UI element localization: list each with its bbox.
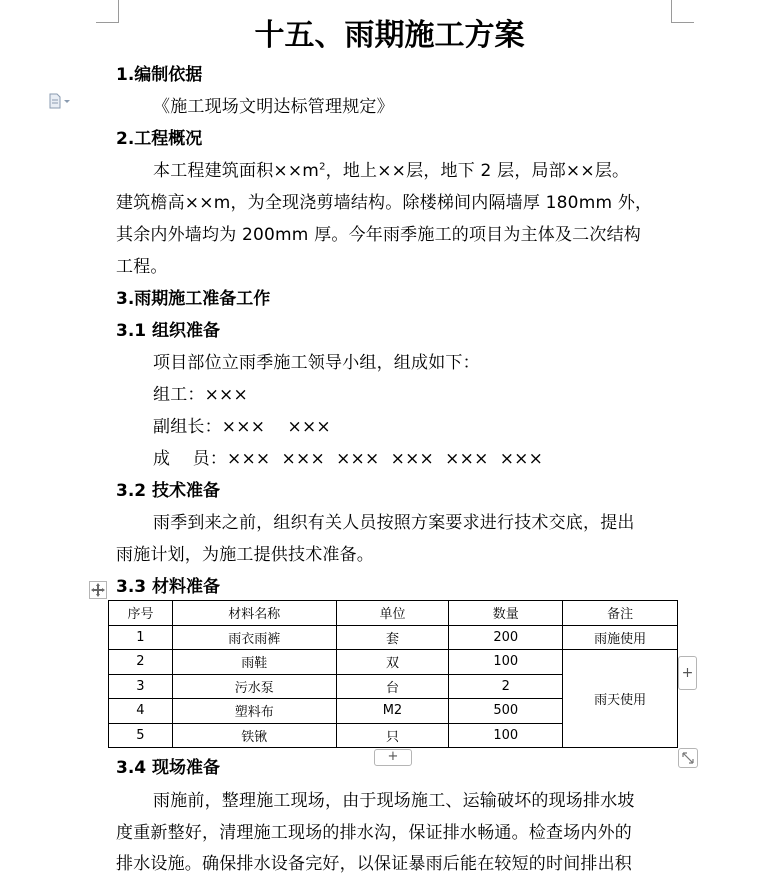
move-icon (90, 582, 106, 598)
table-cell[interactable]: 塑料布 (172, 699, 336, 724)
add-column-button[interactable]: + (678, 656, 697, 690)
section-2-line-2: 建筑檐高××m，为全现浇剪墙结构。除楼梯间内隔墙厚 180mm 外， (116, 193, 653, 213)
table-cell[interactable]: 污水泵 (172, 674, 336, 699)
section-2-heading: 2.工程概况 (116, 129, 203, 149)
table-cell[interactable]: 只 (336, 723, 449, 748)
table-cell[interactable]: 2 (109, 650, 173, 675)
table-cell[interactable]: 4 (109, 699, 173, 724)
resize-icon (679, 749, 697, 767)
table-header-cell[interactable]: 备注 (563, 601, 678, 626)
section-2-line-1: 本工程建筑面积$\times\times m^2$，地上××层，地下 2 层，局部××层。 (153, 161, 630, 181)
section-2-line-3: 其余内外墙均为 200mm 厚。今年雨季施工的项目为主体及二次结构 (116, 225, 641, 245)
table-cell[interactable]: 雨鞋 (172, 650, 336, 675)
table-header-row (109, 601, 678, 626)
section-3-1-deputy: 副组长：××× ××× (153, 417, 331, 437)
table-cell[interactable]: 铁锹 (172, 723, 336, 748)
table-cell[interactable]: 500 (449, 699, 563, 724)
section-3-1-intro: 项目部位立雨季施工领导小组，组成如下： (153, 353, 480, 373)
table-header-cell[interactable]: 材料名称 (172, 601, 336, 626)
section-3-2-line-1: 雨季到来之前，组织有关人员按照方案要求进行技术交底，提出 (153, 513, 635, 533)
table-cell[interactable]: 台 (336, 674, 449, 699)
table-row (109, 650, 678, 675)
table-row (109, 625, 678, 650)
section-3-1-heading: 3.1 组织准备 (116, 321, 221, 341)
table-move-handle[interactable] (89, 581, 107, 599)
section-3-4-heading: 3.4 现场准备 (116, 758, 221, 778)
table-cell[interactable]: 100 (449, 650, 563, 675)
section-2-line-4: 工程。 (116, 257, 168, 277)
add-row-button[interactable]: + (374, 749, 412, 766)
table-cell[interactable]: 双 (336, 650, 449, 675)
table-cell[interactable]: 雨施使用 (563, 625, 678, 650)
section-3-2-line-2: 雨施计划，为施工提供技术准备。 (116, 545, 374, 565)
table-cell[interactable]: 5 (109, 723, 173, 748)
section-3-4-line-3: 排水设施。确保排水设备完好，以保证暴雨后能在较短的时间排出积 (116, 854, 632, 874)
table-cell[interactable]: M2 (336, 699, 449, 724)
section-3-4-line-1: 雨施前，整理施工现场，由于现场施工、运输破坏的现场排水坡 (153, 791, 635, 811)
table-resize-handle[interactable] (678, 748, 698, 768)
section-3-1-members: 成 员：××× ××× ××× ××× ××× ××× (153, 449, 544, 469)
table-cell[interactable]: 2 (449, 674, 563, 699)
table-header-cell[interactable]: 单位 (336, 601, 449, 626)
table-cell[interactable]: 200 (449, 625, 563, 650)
section-3-4-line-2: 度重新整好，清理施工现场的排水沟，保证排水畅通。检查场内外的 (116, 823, 632, 843)
table-cell[interactable]: 套 (336, 625, 449, 650)
document-title: 十五、雨期施工方案 (254, 18, 525, 53)
table-cell[interactable]: 1 (109, 625, 173, 650)
section-3-1-leader: 组工：××× (153, 385, 248, 405)
section-3-3-heading: 3.3 材料准备 (116, 577, 221, 597)
table-cell[interactable]: 100 (449, 723, 563, 748)
table-cell[interactable]: 3 (109, 674, 173, 699)
table-header-cell[interactable]: 数量 (449, 601, 563, 626)
section-3-2-heading: 3.2 技术准备 (116, 481, 221, 501)
table-cell[interactable]: 雨衣雨裤 (172, 625, 336, 650)
document-icon[interactable] (49, 93, 71, 109)
section-1-heading: 1.编制依据 (116, 65, 203, 85)
section-1-text: 《施工现场文明达标管理规定》 (153, 97, 394, 117)
table-header-cell[interactable]: 序号 (109, 601, 173, 626)
section-3-heading: 3.雨期施工准备工作 (116, 289, 271, 309)
materials-table (108, 600, 678, 748)
table-merged-note-cell[interactable]: 雨天使用 (563, 650, 678, 748)
